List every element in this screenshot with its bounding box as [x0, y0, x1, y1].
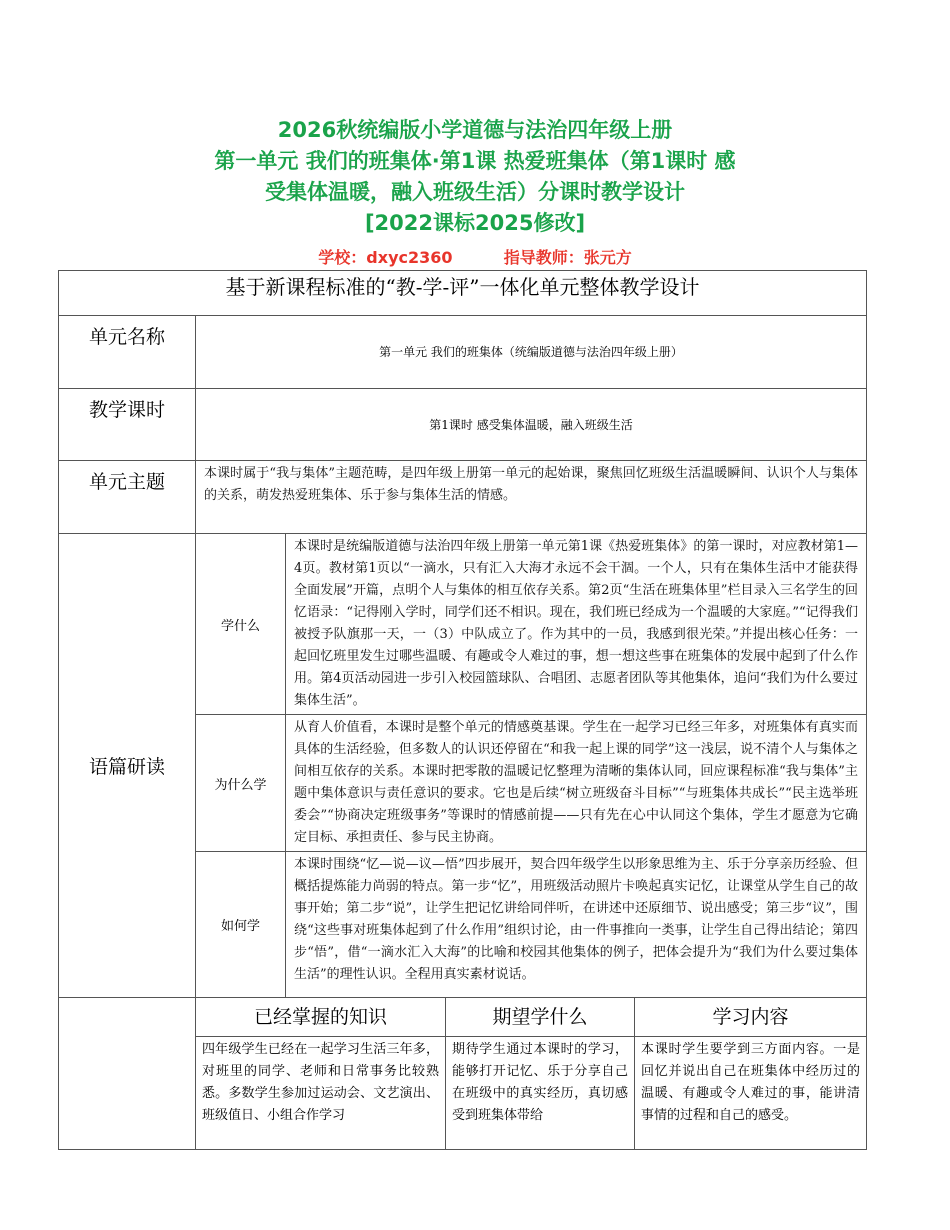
title-line-1: 2026秋统编版小学道德与法治四年级上册 — [277, 118, 673, 142]
study-sub-label: 为什么学 — [196, 715, 286, 852]
design-table — [58, 270, 867, 1150]
lesson-value: 第1课时 感受集体温暖，融入班级生活 — [196, 389, 867, 461]
theme-value: 本课时属于“我与集体”主题范畴，是四年级上册第一单元的起始课，聚焦回忆班级生活温暖瞬间、认识个人与集体的关系，萌发热爱班集体、乐于参与集体生活的情感。 — [196, 461, 867, 534]
unit-name-value: 第一单元 我们的班集体（统编版道德与法治四年级上册） — [196, 316, 867, 389]
study-sub-label: 如何学 — [196, 852, 286, 998]
unit-name-row — [59, 316, 867, 389]
study-sub-label: 学什么 — [196, 534, 286, 715]
grid-header-content: 学习内容 — [635, 998, 867, 1037]
study-text: 从育人价值看，本课时是整个单元的情感奠基课。学生在一起学习已经三年多，对班集体有真实而具体的生活经验，但多数人的认识还停留在“和我一起上课的同学”这一浅层，说不清个人与集体之间相互依存的关系。本课时把零散的温暖记忆整理为清晰的集体认同，回应课程标准“我与集体”主题中集体意识与责任意识的要求。它也是后续“树立班级奋斗目标”“与班集体共成长”“民主选举班委会”“协商决定班级事务”等课时的情感前提——只有先在心中认同这个集体，学生才愿意为它确定目标、承担责任、参与民主协商。 — [286, 715, 867, 852]
school-label: 学校：dxyc2360 — [318, 248, 453, 267]
grid-header-known: 已经掌握的知识 — [196, 998, 446, 1037]
lesson-row — [59, 389, 867, 461]
study-text: 本课时围绕“忆—说—议—悟”四步展开，契合四年级学生以形象思维为主、乐于分享亲历经验、但概括提炼能力尚弱的特点。第一步“忆”，用班级活动照片卡唤起真实记忆，让课堂从学生自己的故事开始；第二步“说”，让学生把记忆讲给同伴听，在讲述中还原细节、说出感受；第三步“议”，围绕“这些事对班集体起到了什么作用”组织讨论，由一件事推向一类事，让学生自己得出结论；第四步“悟”，借“一滴水汇入大海”的比喻和校园其他集体的例子，把体会提升为“我们为什么要过集体生活”的理性认识。全程用真实素材说话。 — [286, 852, 867, 998]
table-heading-row — [59, 271, 867, 316]
title-line-2: 第一单元 我们的班集体·第1课 热爱班集体（第1课时 感 — [214, 149, 736, 173]
teacher-label: 指导教师：张元方 — [503, 248, 632, 267]
study-row-what — [59, 534, 867, 715]
study-label: 语篇研读 — [59, 534, 196, 998]
lesson-label: 教学课时 — [59, 389, 196, 461]
study-text: 本课时是统编版道德与法治四年级上册第一单元第1课《热爱班集体》的第一课时，对应教材第1—4页。教材第1页以“一滴水，只有汇入大海才永远不会干涸。一个人，只有在集体生活中才能获得全面发展”开篇，点明个人与集体的相互依存关系。第2页“生活在班集体里”栏目录入三名学生的回忆语录：“记得刚入学时，同学们还不相识。现在，我们班已经成为一个温暖的大家庭。”“记得我们被授予队旗那一天，一（3）中队成立了。作为其中的一员，我感到很光荣。”并提出核心任务：一起回忆班里发生过哪些温暖、有趣或令人难过的事，想一想这些事在班集体的发展中起到了什么作用。第4页活动园进一步引入校园篮球队、合唱团、志愿者团队等其他集体，追问“我们为什么要过集体生活”。 — [286, 534, 867, 715]
title-line-4: [2022课标2025修改] — [364, 211, 586, 235]
unit-name-label: 单元名称 — [59, 316, 196, 389]
grid-header-row — [59, 998, 867, 1037]
theme-label: 单元主题 — [59, 461, 196, 534]
grid-value-known: 四年级学生已经在一起学习生活三年多，对班里的同学、老师和日常事务比较熟悉。多数学生参加过运动会、文艺演出、班级值日、小组合作学习 — [196, 1037, 446, 1150]
title-line-3: 受集体温暖，融入班级生活）分课时教学设计 — [265, 180, 685, 204]
grid-value-expect: 期待学生通过本课时的学习，能够打开记忆、乐于分享自己在班级中的真实经历，真切感受到班集体带给 — [446, 1037, 635, 1150]
school-teacher-line — [0, 245, 950, 268]
grid-header-expect: 期望学什么 — [446, 998, 635, 1037]
theme-row — [59, 461, 867, 534]
grid-value-content: 本课时学生要学到三方面内容。一是回忆并说出自己在班集体中经历过的温暖、有趣或令人难过的事，能讲清事情的过程和自己的感受。 — [635, 1037, 867, 1150]
table-heading: 基于新课程标准的“教-学-评”一体化单元整体教学设计 — [59, 271, 867, 316]
grid-empty-cell — [59, 998, 196, 1150]
